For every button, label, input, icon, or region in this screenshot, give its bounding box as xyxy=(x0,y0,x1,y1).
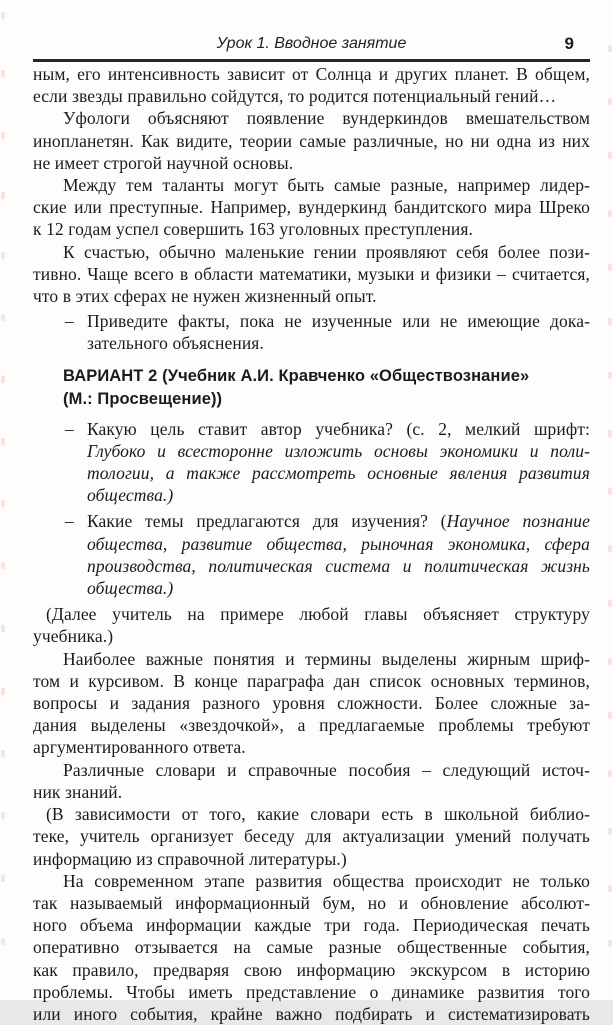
paragraph xyxy=(33,63,590,107)
edge-artifact-mark xyxy=(1,438,5,445)
text-line: Наиболее важные понятия и термины выделены жирным шриф- xyxy=(63,648,590,669)
edge-artifact-mark xyxy=(1,750,5,757)
page-number: 9 xyxy=(564,34,574,53)
text-line: тологии, а также рассмотреть основные явления развития xyxy=(87,463,590,484)
running-head-title: Урок 1. Вводное занятие xyxy=(216,35,407,52)
text-line: Глубоко и всесторонне изложить основы экономики и поли- xyxy=(87,440,590,461)
text-line: ВАРИАНТ 2 (Учебник А.И. Кравченко «Обществознание» xyxy=(63,366,530,385)
text-line: (Далее учитель на примере любой главы объясняет структуру xyxy=(46,604,590,625)
edge-artifact-mark xyxy=(1,562,5,569)
paragraph xyxy=(33,759,590,803)
text-line: зательного объяснения. xyxy=(87,333,264,354)
edge-artifact-mark xyxy=(608,372,612,379)
edge-artifact-mark xyxy=(1,376,5,383)
text-line: (М.: Просвещение)) xyxy=(63,389,223,408)
edge-artifact-mark xyxy=(608,885,612,892)
text-line: ного объема информации каждые три года. Периодическая печать xyxy=(33,915,590,936)
edge-artifact-mark xyxy=(1,938,5,945)
page-body xyxy=(33,63,590,1025)
edge-artifact-mark xyxy=(608,940,612,947)
text-line: аргументированного ответа. xyxy=(33,737,246,758)
text-line: общества.) xyxy=(87,578,174,599)
edge-artifact-mark xyxy=(1,132,5,139)
text-line: общества, развитие общества, рыночная экономика, сфера xyxy=(87,533,590,554)
text-line: если звезды правильно сойдутся, то родится потенциальный гений… xyxy=(33,86,557,107)
edge-artifact-mark xyxy=(1,314,5,321)
text-line: Какую цель ставит автор учебника? (с. 2, мелкий шрифт: xyxy=(87,418,590,439)
text-line: ным, его интенсивность зависит от Солнца и других планет. В общем, xyxy=(33,64,590,84)
running-head xyxy=(33,34,590,62)
text-line: общества.) xyxy=(87,485,174,506)
bullet-item xyxy=(33,510,590,599)
bullet-item xyxy=(33,310,590,354)
paragraph xyxy=(33,107,590,174)
text-line: Какие темы предлагаются для изучения? (Научное познание xyxy=(87,511,590,532)
paragraph xyxy=(33,870,590,1025)
edge-artifact-mark xyxy=(1,192,5,199)
paragraph xyxy=(33,603,590,647)
edge-artifact-mark xyxy=(1,625,5,632)
text-line: вопросы и задания разного уровня сложности. Более сложные за- xyxy=(33,693,590,714)
edge-artifact-mark xyxy=(1,500,5,507)
text-line: или иного события, крайне важно подбирать и систематизировать xyxy=(33,1003,590,1024)
edge-artifact-mark xyxy=(608,264,612,271)
section-heading xyxy=(63,365,590,411)
edge-artifact-mark xyxy=(608,210,612,217)
edge-artifact-mark xyxy=(608,658,612,665)
text-line: производства, политическая система и политическая жизнь xyxy=(87,555,590,576)
text-line: теке, учитель организует беседу для актуализации умений получать xyxy=(33,826,590,847)
edge-artifact-mark xyxy=(608,600,612,607)
text-line: так называемый информационный бум, но и обновление абсолют- xyxy=(33,892,590,913)
edge-artifact-mark xyxy=(608,430,612,437)
text-line: тивно. Чаще всего в области математики, музыки и физики – считается, xyxy=(33,263,590,284)
text-line: дания выделены «звездочкой», а предлагаемые проблемы требуют xyxy=(33,715,590,736)
bullet-item xyxy=(33,418,590,507)
text-line: Приведите факты, пока не изученные или не имеющие дока- xyxy=(87,311,590,332)
text-line: к 12 годам успел совершить 163 уголовных преступления. xyxy=(33,219,473,240)
text-line: учебника.) xyxy=(33,626,114,647)
text-line: инопланетян. Как видите, теории самые различные, но ни одна из них xyxy=(33,130,590,151)
paragraph xyxy=(33,241,590,308)
edge-artifact-mark xyxy=(1,688,5,695)
edge-artifact-mark xyxy=(608,770,612,777)
bullet-marker: – xyxy=(65,418,74,439)
edge-artifact-mark xyxy=(1,12,5,19)
paragraph xyxy=(33,648,590,759)
text-line: оперативно отзывается на самые разные общественные события, xyxy=(33,937,590,958)
edge-artifact-mark xyxy=(608,545,612,552)
text-line: проблемы. Чтобы иметь представление о динамике развития того xyxy=(33,981,590,1002)
edge-artifact-mark xyxy=(608,712,612,719)
text-line: не имеет строгой научной основы. xyxy=(33,152,294,173)
text-line: Различные словари и справочные пособия – следующий источ- xyxy=(63,759,590,780)
paragraph xyxy=(33,803,590,870)
text-line: Уфологи объясняют появление вундеркиндов вмешательством xyxy=(63,108,590,129)
text-line: как правило, предваряя свою информацию экскурсом в историю xyxy=(33,959,590,980)
bullet-marker: – xyxy=(65,511,74,532)
edge-artifact-mark xyxy=(1,70,5,77)
text-line: К счастью, обычно маленькие гении проявляют себя более пози- xyxy=(63,241,590,262)
edge-artifact-mark xyxy=(608,98,612,105)
text-line: Между тем таланты могут быть самые разные, например лидер- xyxy=(63,175,590,196)
text-line: что в этих сферах не нужен жизненный опыт. xyxy=(33,286,377,307)
text-line: ник знаний. xyxy=(33,781,123,802)
bullet-marker: – xyxy=(65,311,74,332)
text-line: На современном этапе развития общества происходит не только xyxy=(63,870,590,891)
edge-artifact-mark xyxy=(1,252,5,259)
edge-artifact-mark xyxy=(1,812,5,819)
edge-artifact-mark xyxy=(608,318,612,325)
edge-artifact-mark xyxy=(608,828,612,835)
text-line: информацию из справочной литературы.) xyxy=(33,848,347,869)
text-line: (В зависимости от того, какие словари есть в школьной библио- xyxy=(46,804,590,825)
text-line: том и курсивом. В конце параграфа дан список основных терминов, xyxy=(33,670,590,691)
edge-artifact-mark xyxy=(608,152,612,159)
edge-artifact-mark xyxy=(608,488,612,495)
edge-artifact-mark xyxy=(1,875,5,882)
edge-artifact-mark xyxy=(608,45,612,52)
paragraph xyxy=(33,174,590,241)
text-line: ские или преступные. Например, вундеркинд бандитского мира Шреко xyxy=(33,197,590,218)
